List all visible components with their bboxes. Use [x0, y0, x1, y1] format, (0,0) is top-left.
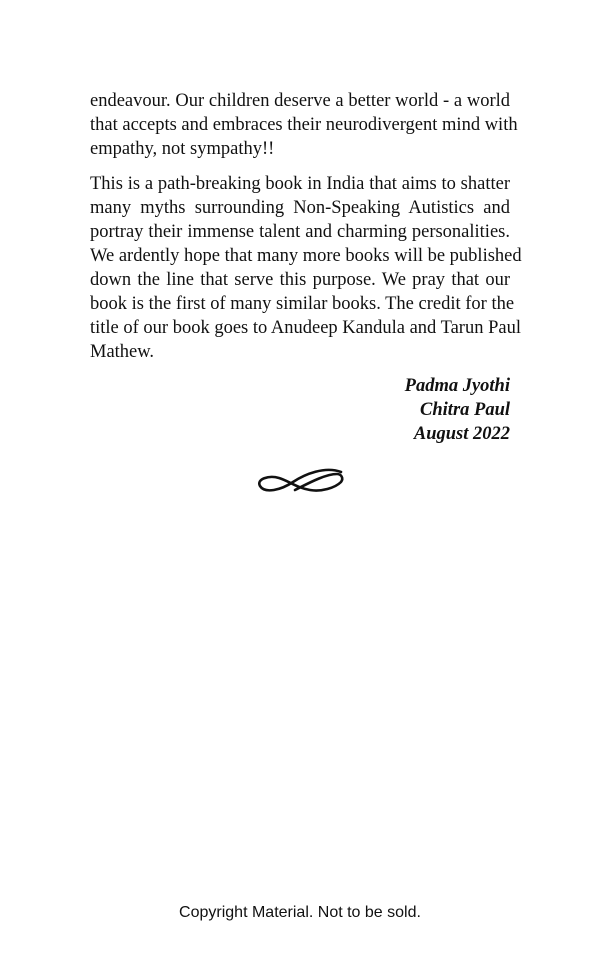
signature-date: August 2022 [413, 424, 510, 444]
signature-name-2: Chitra Paul [420, 400, 510, 420]
signature-block [405, 374, 510, 446]
flourish-ornament-icon [255, 466, 345, 496]
signature-name-1: Padma Jyothi [404, 376, 510, 396]
text-line: We ardently hope that many more books will be published [90, 246, 522, 266]
copyright-footer: Copyright Material. Not to be sold. [179, 904, 421, 921]
text-line: that accepts and embraces their neurodivergent mind with [90, 115, 518, 135]
text-line: empathy, not sympathy!! [90, 139, 275, 159]
text-line: This is a path-breaking book in India that aims to shatter [90, 174, 510, 194]
text-line: portray their immense talent and charming personalities. [90, 222, 510, 242]
text-line: book is the first of many similar books. The credit for the [90, 294, 515, 314]
text-line: title of our book goes to Anudeep Kandula and Tarun Paul [90, 318, 521, 338]
text-line: many myths surrounding Non-Speaking Autistics and [90, 198, 510, 218]
text-line: Mathew. [90, 342, 155, 362]
body-text [90, 89, 522, 375]
text-line: endeavour. Our children deserve a better world - a world [90, 91, 510, 111]
text-line: down the line that serve this purpose. We pray that our [90, 270, 510, 290]
paragraph-2 [90, 172, 522, 364]
paragraph-1 [90, 89, 518, 161]
